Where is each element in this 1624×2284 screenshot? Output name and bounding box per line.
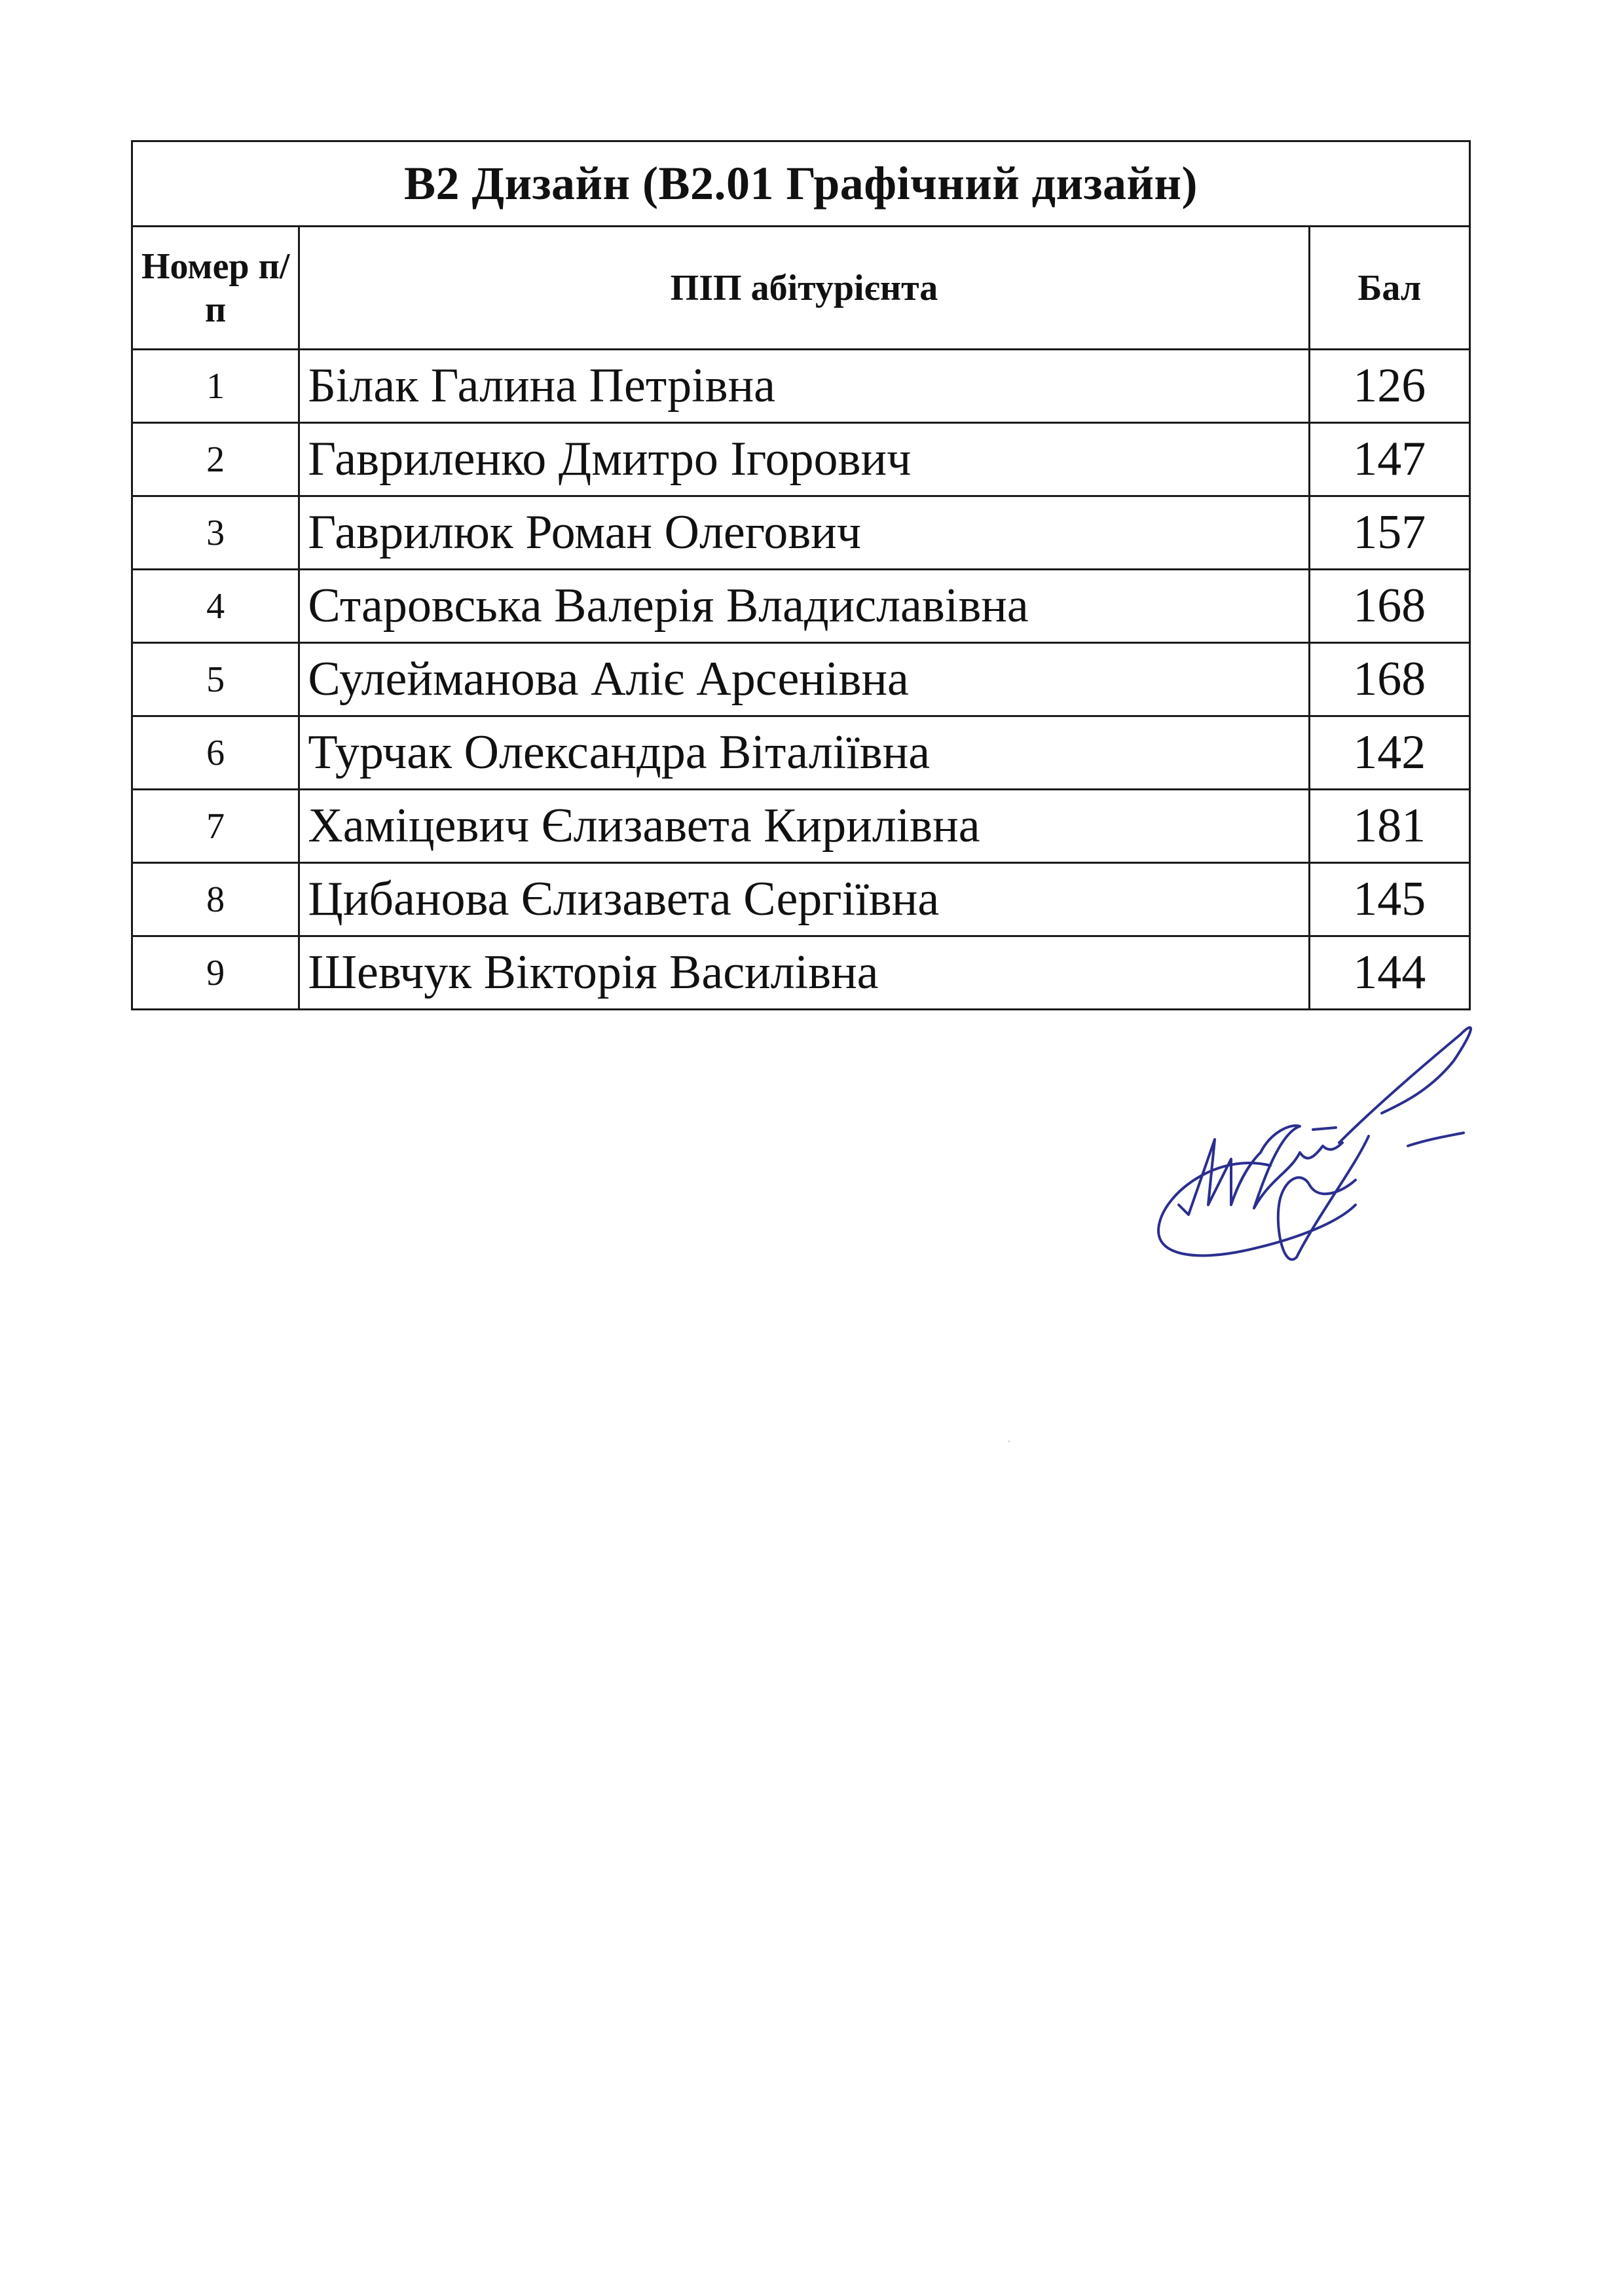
row-number: 7 <box>132 790 299 863</box>
applicant-score: 142 <box>1309 716 1469 790</box>
header-number: Номер п/п <box>132 227 299 350</box>
table-row <box>132 643 1470 716</box>
applicant-score: 168 <box>1309 570 1469 643</box>
applicant-score: 168 <box>1309 643 1469 716</box>
applicant-name: Гаврилюк Роман Олегович <box>299 496 1309 570</box>
row-number: 9 <box>132 936 299 1010</box>
table-row <box>132 350 1470 423</box>
row-number: 8 <box>132 863 299 936</box>
applicant-score: 181 <box>1309 790 1469 863</box>
signature-tick <box>1313 1128 1336 1130</box>
applicant-name: Сулейманова Аліє Арсенівна <box>299 643 1309 716</box>
admission-results-table <box>131 140 1471 1010</box>
row-number: 5 <box>132 643 299 716</box>
row-number: 6 <box>132 716 299 790</box>
applicant-name: Шевчук Вікторія Василівна <box>299 936 1309 1010</box>
applicant-name: Турчак Олександра Віталіївна <box>299 716 1309 790</box>
signature-flourish <box>1278 1027 1471 1259</box>
table-row <box>132 570 1470 643</box>
applicant-name: Гавриленко Дмитро Ігорович <box>299 423 1309 496</box>
table-body <box>132 350 1470 1010</box>
signature-letters <box>1179 1126 1342 1215</box>
applicant-score: 157 <box>1309 496 1469 570</box>
applicant-score: 145 <box>1309 863 1469 936</box>
title-row <box>132 141 1470 227</box>
header-score: Бал <box>1309 227 1469 350</box>
applicant-score: 144 <box>1309 936 1469 1010</box>
table-title: В2 Дизайн (В2.01 Графічний дизайн) <box>132 141 1470 227</box>
table-row <box>132 863 1470 936</box>
row-number: 3 <box>132 496 299 570</box>
applicant-name: Білак Галина Петрівна <box>299 350 1309 423</box>
row-number: 4 <box>132 570 299 643</box>
signature <box>1139 1008 1519 1270</box>
applicant-name: Хаміцевич Єлизавета Кирилівна <box>299 790 1309 863</box>
applicant-score: 126 <box>1309 350 1469 423</box>
table-row <box>132 716 1470 790</box>
applicant-name: Цибанова Єлизавета Сергіївна <box>299 863 1309 936</box>
header-row <box>132 227 1470 350</box>
signature-dash <box>1408 1133 1464 1146</box>
table-row <box>132 496 1470 570</box>
table-row <box>132 423 1470 496</box>
scan-speck <box>1008 1441 1010 1442</box>
table-row <box>132 790 1470 863</box>
row-number: 1 <box>132 350 299 423</box>
applicant-score: 147 <box>1309 423 1469 496</box>
row-number: 2 <box>132 423 299 496</box>
header-name: ПІП абітурієнта <box>299 227 1309 350</box>
table-row <box>132 936 1470 1010</box>
applicant-name: Старовська Валерія Владиславівна <box>299 570 1309 643</box>
